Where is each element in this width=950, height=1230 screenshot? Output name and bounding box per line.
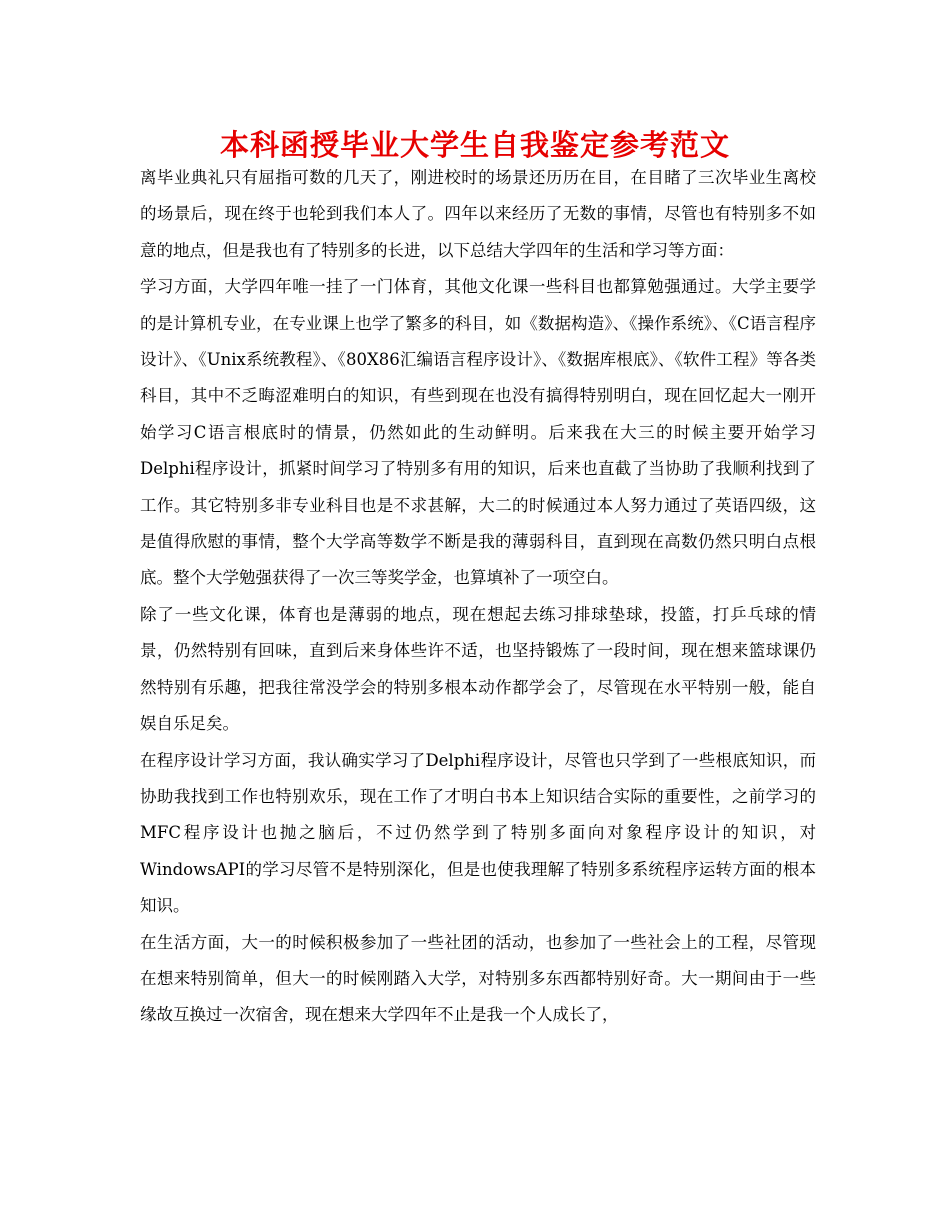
document-title: 本科函授毕业大学生自我鉴定参考范文 bbox=[219, 128, 730, 162]
paragraph-study: 学习方面，大学四年唯一挂了一门体育，其他文化课一些科目也都算勉强通过。大学主要学的是计算机专业，在专业课上也学了繁多的科目，如《数据构造》、《操作系统》、《C语言程序设计》、《Unix系统教程》、《80X86汇编语言程序设计》、《数据库根底》、《软件工程》等各类科目，其中不乏晦涩难明白的知识，有些到现在也没有搞得特别明白，现在回忆起大一刚开始学习C语言根底时的情景，仍然如此的生动鲜明。后来我在大三的时候主要开始学习Delphi程序设计，抓紧时间学习了特别多有用的知识，后来也直截了当协助了我顺利找到了工作。其它特别多非专业科目也是不求甚解，大二的时候通过本人努力通过了英语四级，这是值得欣慰的事情，整个大学高等数学不断是我的薄弱科目，直到现在高数仍然只明白点根底。整个大学勉强获得了一次三等奖学金，也算填补了一项空白。 bbox=[140, 277, 816, 588]
paragraph-programming: 在程序设计学习方面，我认确实学习了Delphi程序设计，尽管也只学到了一些根底知识，而协助我找到工作也特别欢乐，现在工作了才明白书本上知识结合实际的重要性，之前学习的MFC程序设计也抛之脑后，不过仍然学到了特别多面向对象程序设计的知识，对WindowsAPI的学习尽管不是特别深化，但是也使我理解了特别多系统程序运转方面的根本知识。 bbox=[140, 750, 816, 916]
document-body bbox=[140, 160, 816, 1034]
paragraph-sports: 除了一些文化课，体育也是薄弱的地点，现在想起去练习排球垫球，投篮，打乒乓球的情景，仍然特别有回味，直到后来身体些许不适，也坚持锻炼了一段时间，现在想来篮球课仍然特别有乐趣，把我往常没学会的特别多根本动作都学会了，尽管现在水平特别一般，能自娱自乐足矣。 bbox=[140, 604, 816, 734]
paragraph-intro: 离毕业典礼只有屈指可数的几天了，刚进校时的场景还历历在目，在目睹了三次毕业生离校的场景后，现在终于也轮到我们本人了。四年以来经历了无数的事情，尽管也有特别多不如意的地点，但是我也有了特别多的长进，以下总结大学四年的生活和学习等方面： bbox=[140, 168, 816, 260]
paragraph-life: 在生活方面，大一的时候积极参加了一些社团的活动，也参加了一些社会上的工程，尽管现在想来特别简单，但大一的时候刚踏入大学，对特别多东西都特别好奇。大一期间由于一些缘故互换过一次宿舍，现在想来大学四年不止是我一个人成长了， bbox=[140, 932, 816, 1025]
